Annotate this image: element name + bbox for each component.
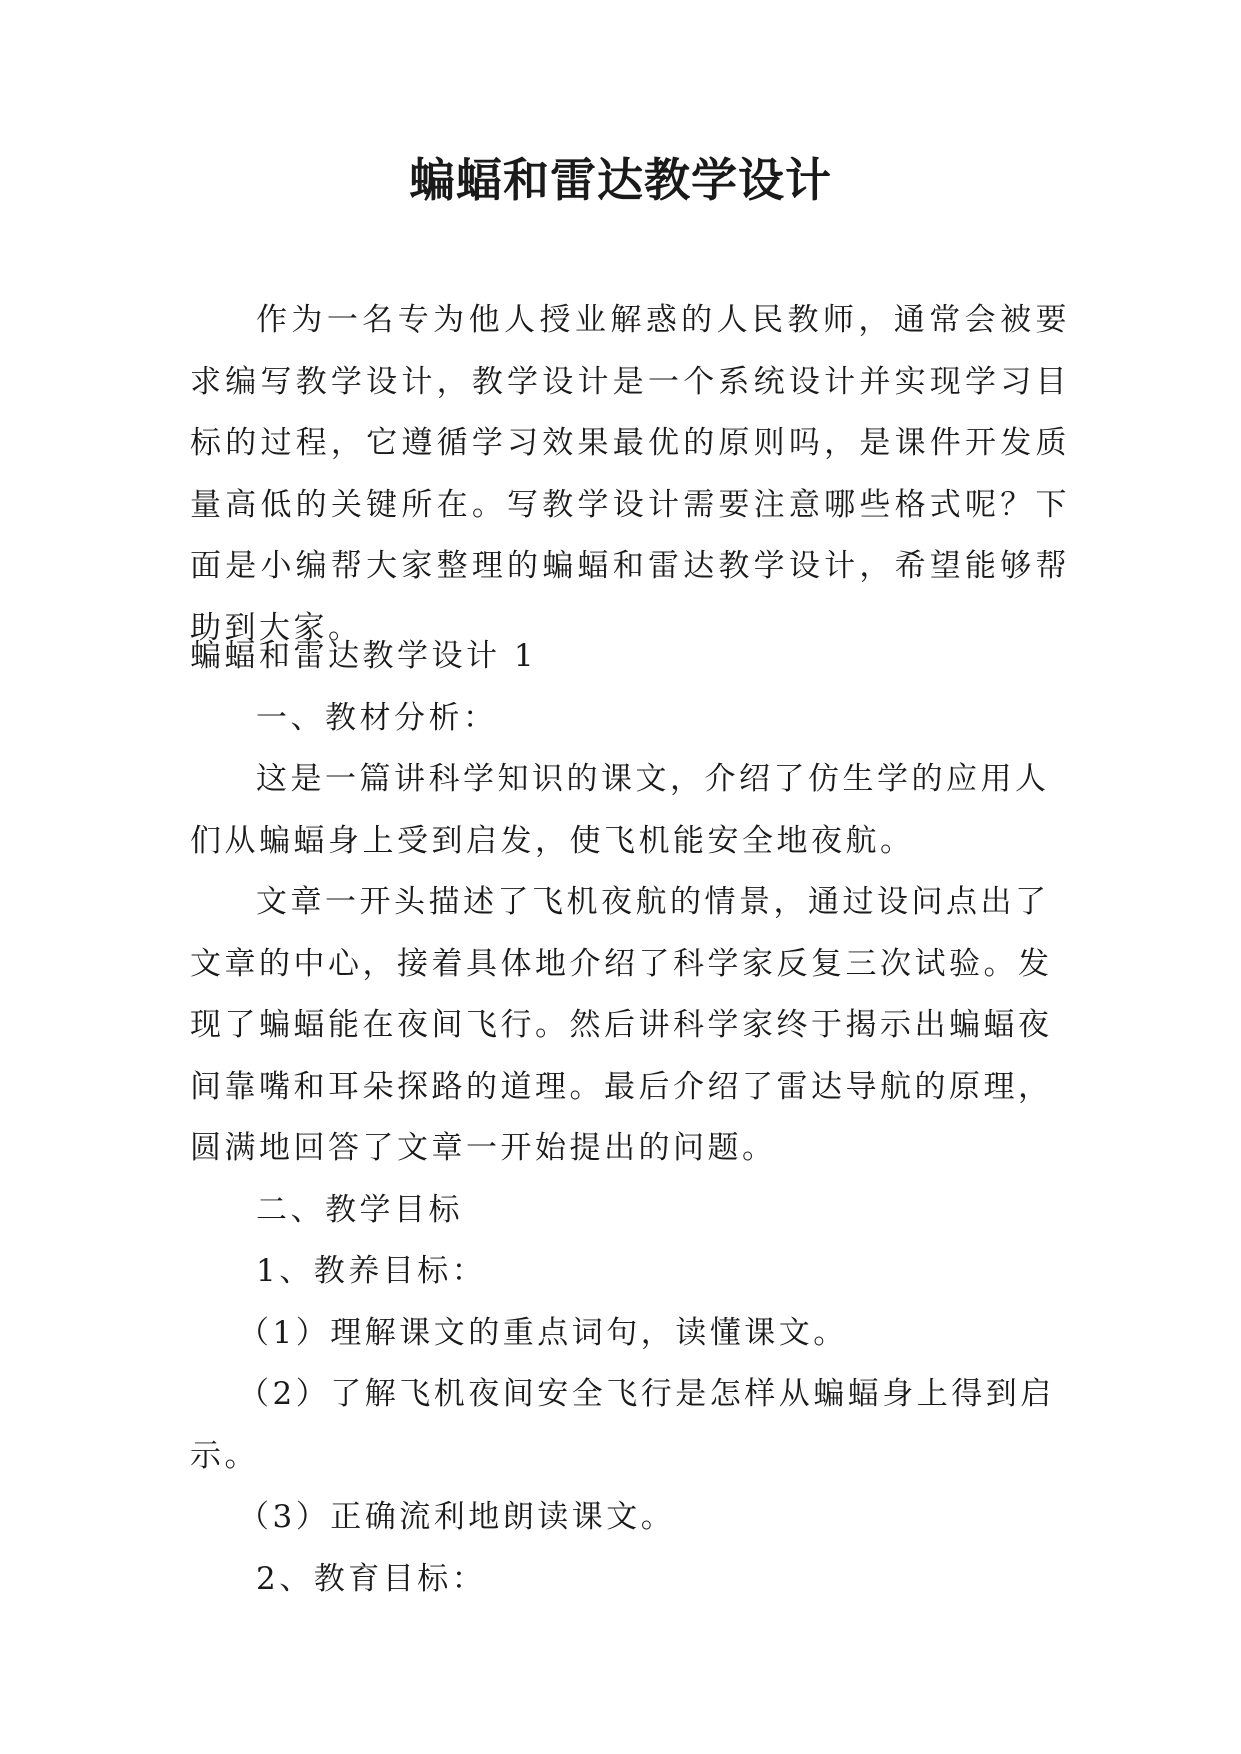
intro-block bbox=[190, 290, 1070, 659]
goal1-item-1: （1）理解课文的重点词句，读懂课文。 bbox=[238, 1314, 848, 1351]
goal1-item-2: （2）了解飞机夜间安全飞行是怎样从蝙蝠身上得到启示。 bbox=[190, 1376, 1055, 1474]
analysis-paragraph-2: 文章一开头描述了飞机夜航的情景，通过设问点出了文章的中心，接着具体地介绍了科学家反复三次试验。发现了蝙蝠能在夜间飞行。然后讲科学家终于揭示出蝙蝠夜间靠嘴和耳朵探路的道理。最后介绍了雷达导航的原理，圆满地回答了文章一开始提出的问题。 bbox=[190, 884, 1053, 1166]
section-1 bbox=[190, 626, 1070, 1610]
goal2-heading: 2、教育目标： bbox=[256, 1560, 487, 1597]
goal1-heading: 1、教养目标： bbox=[256, 1253, 487, 1289]
intro-paragraph: 作为一名专为他人授业解惑的人民教师，通常会被要求编写教学设计，教学设计是一个系统设计并实现学习目标的过程，它遵循学习效果最优的原则吗，是课件开发质量高低的关键所在。写教学设计需要注意哪些格式呢？下面是小编帮大家整理的蝙蝠和雷达教学设计，希望能够帮助到大家。 bbox=[190, 302, 1070, 646]
goal1-item-3: （3）正确流利地朗读课文。 bbox=[238, 1499, 676, 1535]
section-title: 蝙蝠和雷达教学设计 1 bbox=[190, 638, 538, 674]
analysis-heading: 一、教材分析： bbox=[256, 699, 498, 736]
document-title: 蝙蝠和雷达教学设计 bbox=[409, 153, 832, 207]
goals-heading: 二、教学目标 bbox=[256, 1191, 463, 1228]
analysis-paragraph-1: 这是一篇讲科学知识的课文，介绍了仿生学的应用人们从蝙蝠身上受到启发，使飞机能安全地夜航。 bbox=[190, 761, 1050, 859]
